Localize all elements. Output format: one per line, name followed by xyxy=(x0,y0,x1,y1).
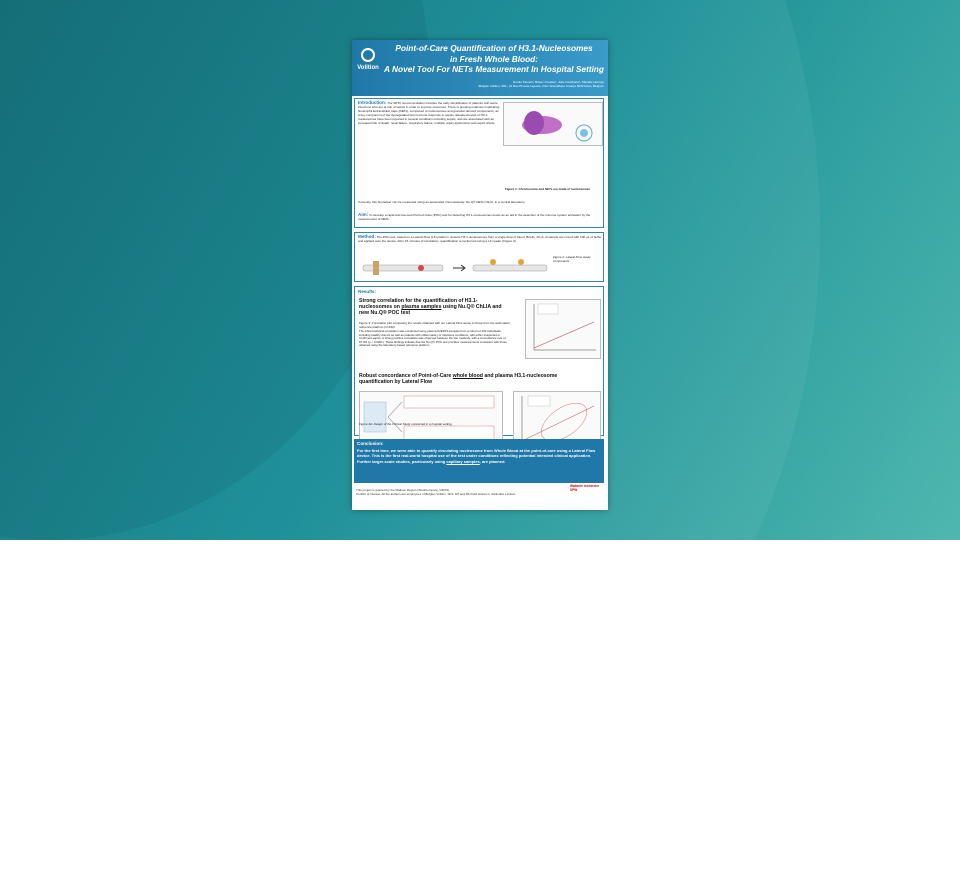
title-line-2: in Fresh Whole Blood: xyxy=(449,53,539,64)
volition-logo xyxy=(355,46,381,86)
title-line-1: Point-of-Care Quantification of H3.1-Nucleosomes xyxy=(395,43,593,53)
results-section xyxy=(354,286,604,436)
title-line-3: A Novel Tool For NETs Measurement In Hospital Setting xyxy=(384,64,604,74)
poster-title xyxy=(382,43,606,75)
regression-line xyxy=(534,322,594,348)
intro-section xyxy=(354,98,604,228)
method-paragraph xyxy=(358,235,602,243)
stats-legend xyxy=(538,304,558,314)
method-text: The POC test, based on a Lateral Flow (LF) platform, detects H3.1-nucleosomes from a single drop of blood. Briefly, 20 µL of sample are mixed with 100 µL of buffer and applied onto the device. After 15 minutes of incubation, quantification is performed using a LF reader (Figure 2). xyxy=(358,235,602,243)
regression-line xyxy=(524,406,594,440)
result-1-title-b: using Nu.Q® ChLIA and new Nu.Q® POC test xyxy=(359,304,502,316)
result-2-title xyxy=(359,373,559,385)
aim-text: To develop a rapid and low-cost Point-of-Care (POC) test for detecting H3.1-nucleosomes levels as an aid in the detection of the immune system activation by the measurement of NETs. xyxy=(358,213,591,221)
flow-arrows xyxy=(388,402,402,432)
grant-note: This project is granted by the Walloon Region (Win4Company, C8070). xyxy=(356,488,451,492)
poster xyxy=(352,40,608,510)
antibody-marker xyxy=(518,259,524,265)
figure-3-caption: Figure 3: Correlation plot comparing the results obtained with our Lateral Flow assay to those from the automated reference platform (n=433). xyxy=(359,321,510,329)
affiliation: ¹Belgian Volition, SRL, 22 Rue Phocas Lejeune, Parc Scientifique Crealys 5032 Isnes, Belgium xyxy=(478,84,604,88)
intro-text: The WHO recommendation includes the early identification of patients with acute infections who are at risk of sepsis in order to improve outcomes. There is growing evidence implicating Neutrophil Extracellular traps (NETs), composed of nucleosomes and granular-derived components, as a key component of the dysregulated host immune response in sepsis. Elevated levels of H3.1-nucleosomes have been reported in several conditions including sepsis, and are associated with an increased risk of death, renal failure, respiratory failure, multiple organ dysfunction and septic shock. xyxy=(358,101,500,125)
nets-shape xyxy=(524,111,544,135)
figure-2-illustration xyxy=(361,255,551,279)
method-label: Method: xyxy=(358,234,376,239)
conclusion-label: Conclusion: xyxy=(357,441,384,446)
stats-legend xyxy=(528,396,550,406)
figure-1-illustration xyxy=(503,102,603,146)
poster-footer xyxy=(356,488,561,496)
lf-strip-result xyxy=(473,265,547,271)
plasma-branch xyxy=(404,426,494,440)
results-label: Results: xyxy=(358,289,377,294)
figure-2-caption: Figure 2: Lateral Flow assay components xyxy=(553,255,591,263)
logo-text: Volition xyxy=(357,65,379,71)
result-1-title-underlined: plasma samples xyxy=(401,304,442,310)
result-2-title-underlined: whole blood xyxy=(452,373,483,379)
conflict-note: Conflict of interest: All the authors are employees of Belgian Volition, SRL. DP and MH hold shares in VolitionRx Limited. xyxy=(356,492,516,496)
figure-3-scatter-plot xyxy=(525,299,601,359)
logo-icon xyxy=(361,48,375,62)
wallonie-logo: Wallonie recherche SPW xyxy=(570,484,600,492)
whole-blood-branch xyxy=(404,396,494,408)
authors: Dorian Pamart¹, Brieuc Cuvelier¹, Julie Candiracci¹, Marielle Herzog¹ xyxy=(513,80,604,84)
sample-pad xyxy=(373,261,379,275)
result-1-title-a: Strong correlation for the quantification of H3.1-nucleosomes on xyxy=(359,298,478,310)
antibody-marker xyxy=(490,259,496,265)
patient-icon xyxy=(364,402,386,432)
figure-3-text: The initial analytical correlation was conducted using plasma K2EDTA samples from a cohort of 432 individuals, including healthy donors as well as patients with inflammatory or infectious conditions, with either suspected or confirmed sepsis. A strong positive correlation was observed between the two methods, with a concordance rate of 87.3% (p < 0.0001). These findings indicate that the Nu.Q® POC test provides measurements consistent with those obtained using the laboratory-based reference platform. xyxy=(359,329,507,348)
conclusion-text xyxy=(357,448,601,464)
figure-4a-caption: Figure 4A: Design of the Clinical Study conducted in a hospital setting. xyxy=(359,422,453,426)
poster-header xyxy=(352,40,608,96)
figure-1-caption: Figure 1: Chromosome and NETs are made of nucleosomes xyxy=(505,187,591,191)
conclusion-section xyxy=(354,439,604,483)
conclusion-text-a: For the first time, we were able to quantify circulating nucleosome from Whole Blood at the point-of-care using a Lateral Flow device. This is the first real-world hospital use of the test under conditions reflecting potential intended clinical application. xyxy=(357,448,596,459)
intro-text-2: Currently, this biomarker can be measured using an automated immunoassay: Nu.Q® NETs ChLIA, in a central laboratory. xyxy=(358,200,526,204)
method-section xyxy=(354,232,604,282)
result-1-title xyxy=(359,298,509,316)
aim-paragraph xyxy=(358,213,602,221)
aim-label: Aim: xyxy=(358,212,369,217)
conclusion-text-underlined: capillary samples xyxy=(446,458,480,464)
result-2-title-b: and plasma H3.1-nucleosome quantification by Lateral Flow xyxy=(359,373,558,385)
intro-paragraph xyxy=(358,101,500,125)
authors-block xyxy=(478,80,604,88)
conclusion-text-c: , are planned. xyxy=(479,458,506,464)
nucleosome-core xyxy=(580,129,588,137)
result-2-title-a: Robust concordance of Point-of-Care xyxy=(359,373,453,379)
intro-label: Introduction: xyxy=(358,100,387,105)
test-line xyxy=(418,265,424,271)
arrow-icon xyxy=(453,265,465,271)
conclusion-text-b: Further larger-scale studies, particularly using xyxy=(357,458,447,464)
